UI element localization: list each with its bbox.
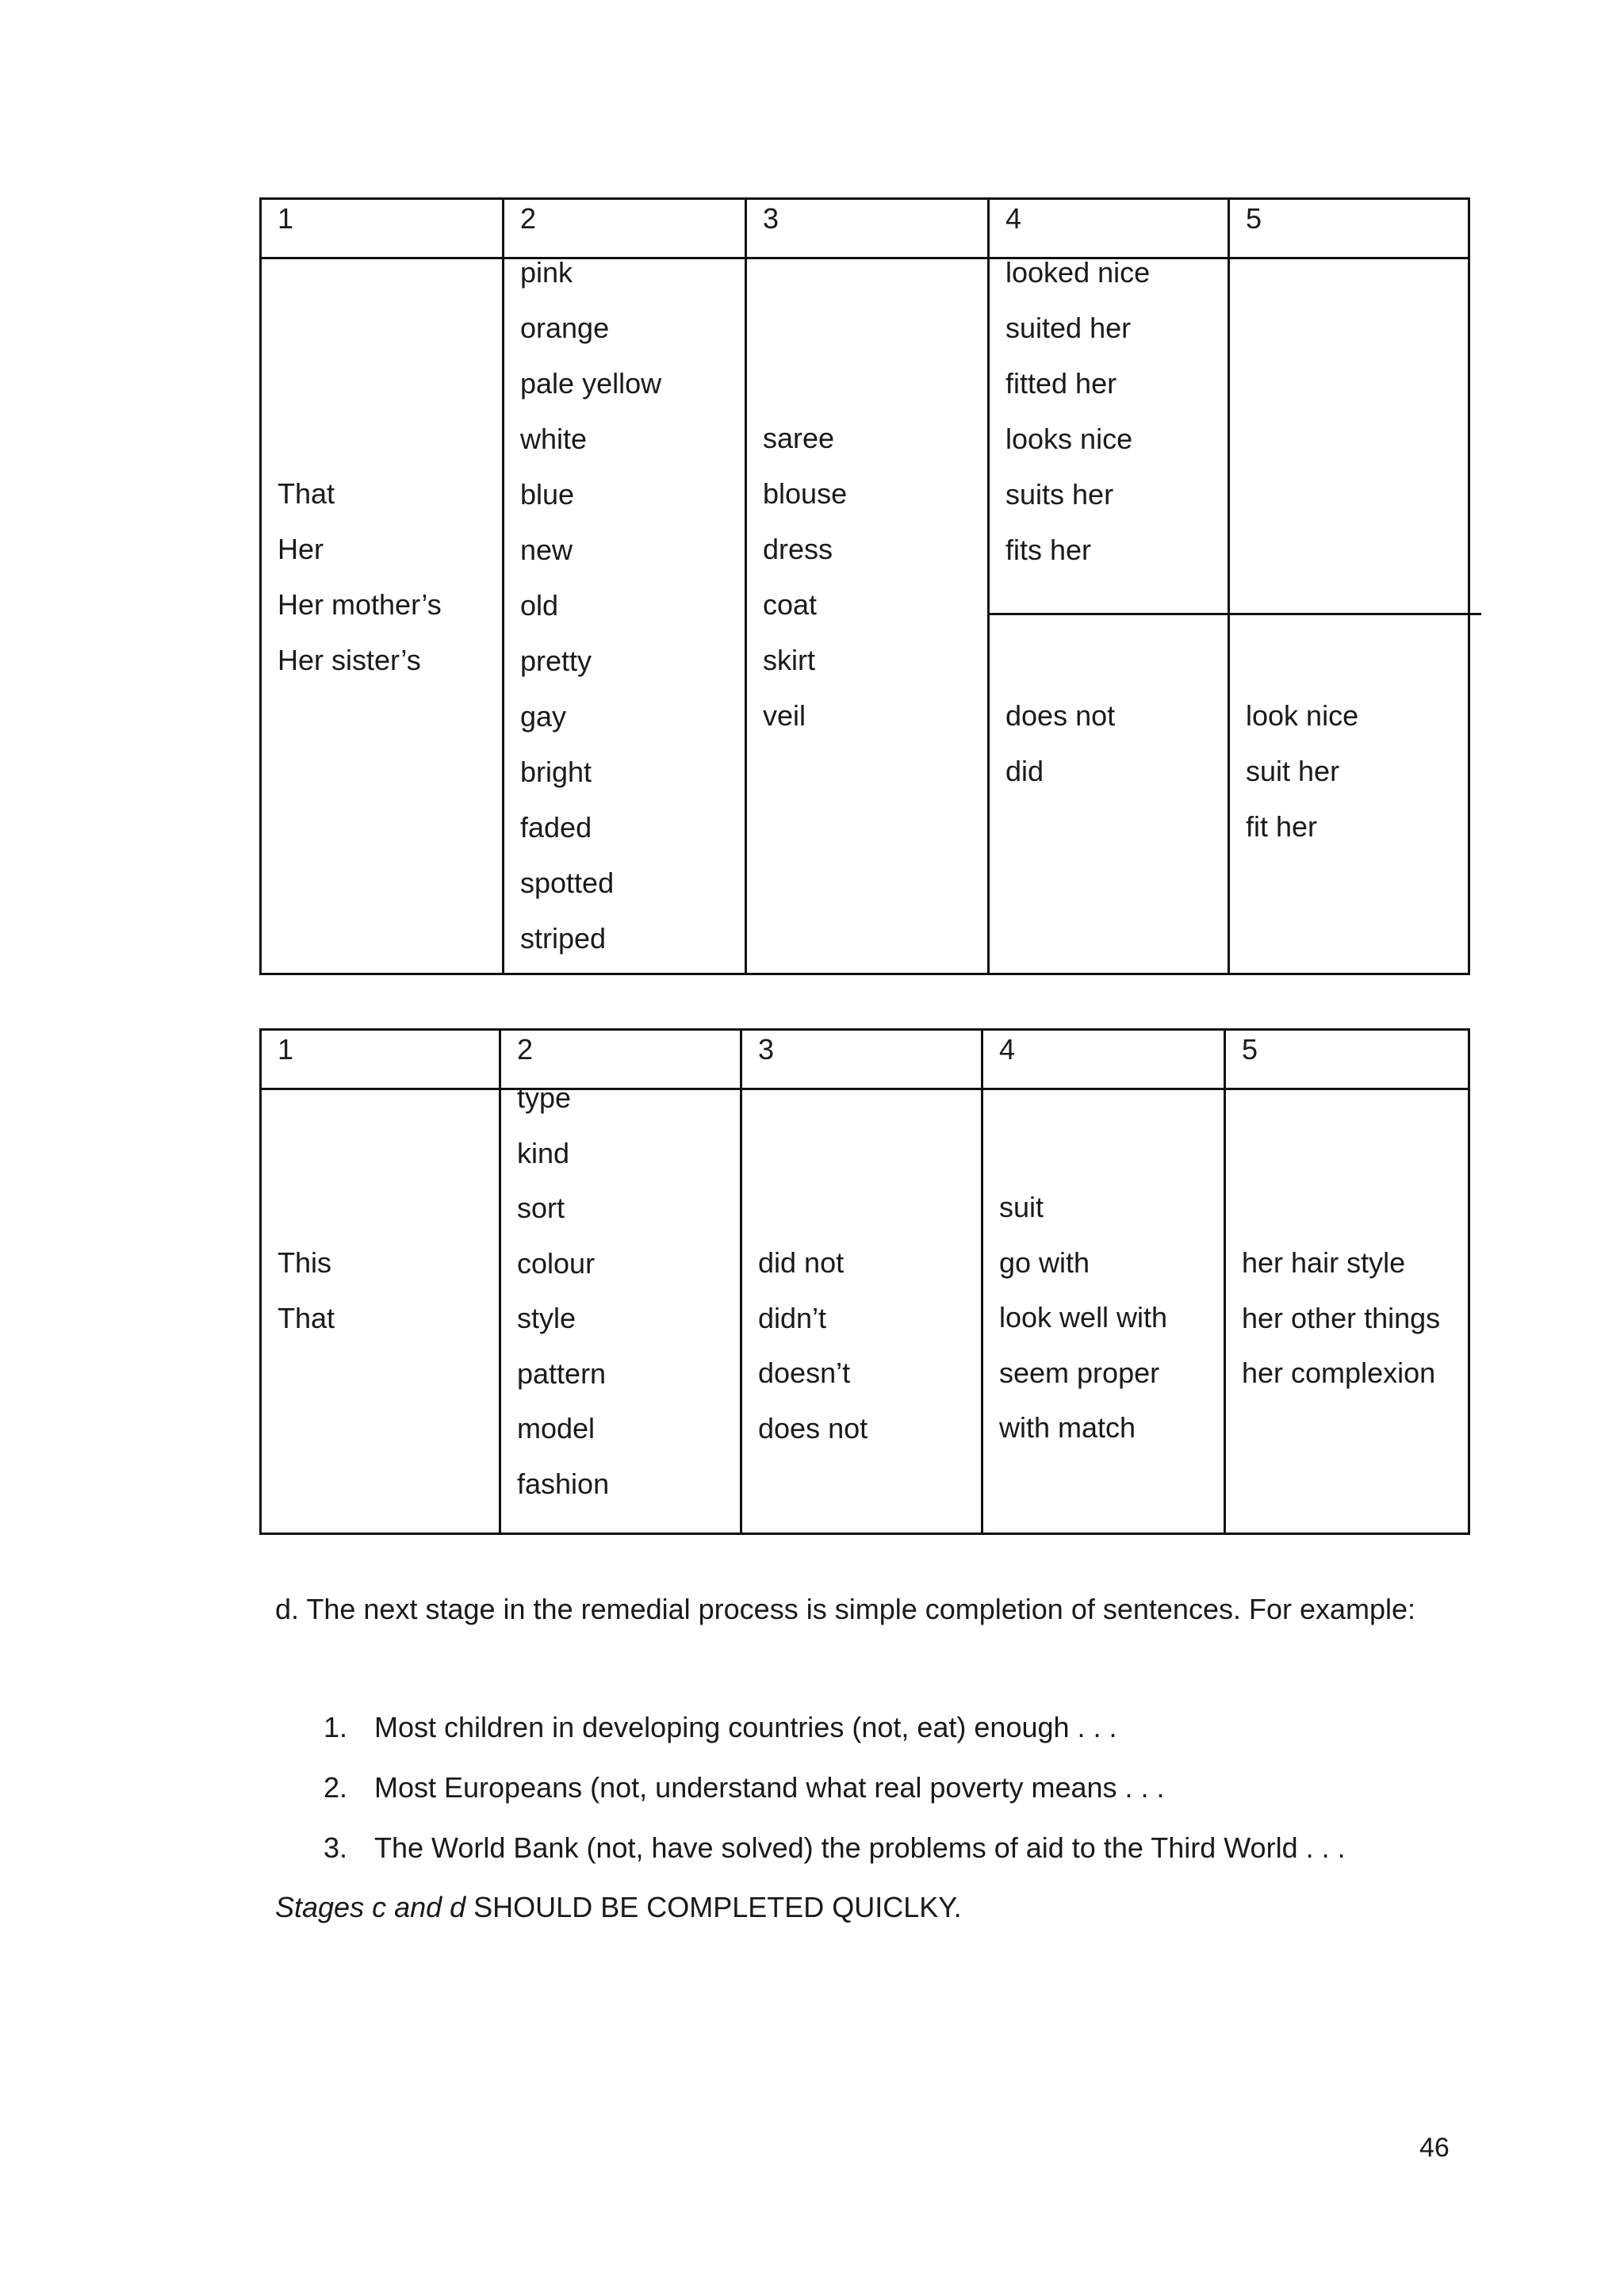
table-header-row xyxy=(261,1030,1469,1089)
cell-word: her complexion xyxy=(1242,1357,1436,1389)
cell-word: pattern xyxy=(517,1357,607,1390)
cell-word: old xyxy=(520,589,559,622)
cell-word: fashion xyxy=(517,1467,610,1500)
cell-word: blue xyxy=(520,478,575,511)
cell-word: faded xyxy=(520,811,592,844)
page-number: 46 xyxy=(1419,2133,1450,2163)
list-number: 1. xyxy=(324,1711,348,1743)
column-header: 3 xyxy=(741,1030,982,1089)
cell-word: looked nice xyxy=(1005,256,1151,289)
cell-word: saree xyxy=(763,422,835,454)
column-header: 2 xyxy=(504,199,746,258)
cell-word: look well with xyxy=(999,1301,1168,1334)
table-cell xyxy=(982,1089,1225,1534)
column-header: 2 xyxy=(500,1030,741,1089)
cell-word: with match xyxy=(999,1411,1136,1444)
cell-word: did xyxy=(1005,755,1044,787)
cell-word: pale yellow xyxy=(520,367,662,400)
cell-word: looks nice xyxy=(1005,423,1133,455)
list-text: Most children in developing countries (not, eat) enough . . . xyxy=(374,1711,1117,1743)
cell-word: kind xyxy=(517,1136,570,1169)
substitution-table-2 xyxy=(259,1028,1470,1535)
cell-word: That xyxy=(278,477,335,510)
cell-word: bright xyxy=(520,756,592,788)
closing-rest: SHOULD BE COMPLETED QUICLKY. xyxy=(465,1891,962,1923)
cell-word: her hair style xyxy=(1242,1246,1406,1279)
cell-word: suited her xyxy=(1005,312,1132,344)
cell-word: didn’t xyxy=(758,1301,827,1334)
list-number: 2. xyxy=(324,1771,348,1804)
table-cell xyxy=(500,1081,741,1534)
cell-word: Her xyxy=(278,533,324,565)
substitution-table-1 xyxy=(259,197,1470,975)
cell-word: doesn’t xyxy=(758,1357,851,1389)
table-body-row xyxy=(261,258,1469,974)
cell-word: striped xyxy=(520,922,607,955)
cell-word: veil xyxy=(763,699,806,732)
cell-word: did not xyxy=(758,1246,845,1279)
cell-word: That xyxy=(278,1301,335,1334)
cell-word: colour xyxy=(517,1246,596,1280)
cell-word: dress xyxy=(763,533,833,565)
cell-word: does not xyxy=(758,1411,868,1445)
body-paragraph: d. The next stage in the remedial process is simple completion of sentences. For example: xyxy=(275,1593,1416,1625)
cell-word: pretty xyxy=(520,645,592,677)
cell-word: Her sister’s xyxy=(278,644,421,676)
cell-word: fits her xyxy=(1005,534,1092,566)
cell-word: orange xyxy=(520,312,610,344)
table-cell xyxy=(1229,258,1469,974)
closing-italic: Stages c and d xyxy=(275,1891,466,1923)
cell-word: seem proper xyxy=(999,1356,1160,1389)
cell-word: style xyxy=(517,1302,576,1334)
cell-word: type xyxy=(517,1081,572,1114)
list-text: Most Europeans (not, understand what real poverty means . . . xyxy=(374,1771,1165,1804)
list-text: The World Bank (not, have solved) the problems of aid to the Third World . . . xyxy=(374,1831,1346,1864)
cell-word: suit xyxy=(999,1191,1044,1223)
cell-word: Her mother’s xyxy=(278,588,442,621)
column-header: 4 xyxy=(989,199,1229,258)
cell-word: spotted xyxy=(520,867,615,899)
column-header: 1 xyxy=(261,1030,500,1089)
table-cell xyxy=(261,258,504,974)
column-header: 1 xyxy=(261,199,504,258)
cell-word: does not xyxy=(1005,699,1116,732)
table-cell xyxy=(746,258,989,974)
cell-word: sort xyxy=(517,1192,565,1224)
cell-word: white xyxy=(520,423,588,455)
column-header: 5 xyxy=(1225,1030,1469,1089)
table-cell xyxy=(989,258,1229,974)
cell-word: go with xyxy=(999,1246,1090,1279)
cell-word: fitted her xyxy=(1005,367,1117,400)
cell-word: pink xyxy=(520,256,573,289)
cell-word: suit her xyxy=(1246,755,1340,787)
table-cell xyxy=(261,1089,500,1534)
column-header: 5 xyxy=(1229,199,1469,258)
list-number: 3. xyxy=(324,1831,348,1864)
cell-word: look nice xyxy=(1246,699,1359,732)
cell-word: coat xyxy=(763,588,818,621)
cell-word: blouse xyxy=(763,477,848,510)
cell-divider-line xyxy=(988,613,1481,615)
table-cell xyxy=(504,258,746,974)
column-header: 3 xyxy=(746,199,989,258)
table-header-row xyxy=(261,199,1469,258)
cell-word: suits her xyxy=(1005,478,1114,511)
column-header: 4 xyxy=(982,1030,1225,1089)
cell-word: gay xyxy=(520,700,567,733)
cell-word: her other things xyxy=(1242,1301,1441,1334)
closing-note xyxy=(275,1891,962,1924)
cell-word: skirt xyxy=(763,644,815,676)
cell-word: new xyxy=(520,534,573,566)
cell-word: This xyxy=(278,1246,332,1279)
cell-word: fit her xyxy=(1246,810,1318,843)
table-cell xyxy=(1225,1089,1469,1534)
table-body-row xyxy=(261,1089,1469,1534)
cell-word: model xyxy=(517,1412,596,1445)
table-cell xyxy=(741,1089,982,1534)
